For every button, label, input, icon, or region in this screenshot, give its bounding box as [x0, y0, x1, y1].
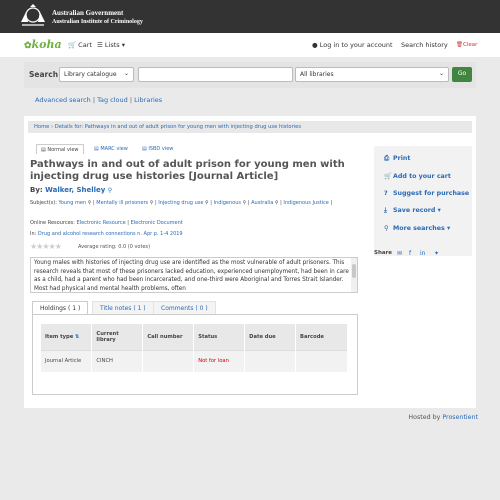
advanced-search-link[interactable]: Advanced search: [35, 96, 91, 104]
document-icon: ▤: [41, 147, 46, 153]
actions-sidebar: [374, 146, 472, 256]
search-icon[interactable]: ⚲: [107, 187, 113, 194]
normal-view-tab[interactable]: ▤ Normal view: [36, 144, 84, 154]
library-select[interactable]: All libraries ⌄: [295, 67, 449, 82]
tab-comments[interactable]: Comments ( 0 ): [153, 301, 216, 315]
subject-link[interactable]: Injecting drug use: [158, 200, 204, 206]
subject-link[interactable]: Mentally ill prisoners: [96, 200, 149, 206]
electronic-resource-link[interactable]: Electronic Resource: [76, 220, 126, 226]
column-header[interactable]: Item type ⇅: [41, 324, 92, 350]
breadcrumb-home[interactable]: Home: [34, 124, 50, 130]
twitter-icon[interactable]: ✦: [434, 250, 440, 257]
search-bar: [24, 62, 476, 88]
coat-of-arms-icon: [18, 4, 48, 28]
hosted-by-label: Hosted by: [408, 414, 441, 421]
table-row: [41, 350, 348, 372]
search-input[interactable]: [138, 67, 293, 82]
trash-icon: 🗑: [456, 42, 463, 48]
chevron-down-icon: ▾: [121, 41, 125, 49]
gov-line-2: Australian Institute of Criminology: [52, 19, 143, 25]
scrollbar-thumb[interactable]: [352, 264, 356, 278]
login-link[interactable]: [312, 41, 393, 49]
gov-banner: [0, 0, 500, 33]
chevron-down-icon: ⌄: [123, 70, 129, 77]
subjects-line: Subject(s): Young men ⚲ | Mentally ill prisoners ⚲ | Injecting drug use ⚲ | Indigenous ⚲ | Australia ⚲ | Indigenous Justice |: [30, 200, 333, 206]
tag-cloud-link[interactable]: Tag cloud: [97, 96, 128, 104]
in-line: In: Drug and alcohol research connections n. Apr p. 1-4 2019: [30, 231, 183, 237]
cart-label: Cart: [78, 41, 92, 49]
author-link[interactable]: Walker, Shelley: [45, 186, 106, 194]
cart-icon: 🛒: [68, 41, 77, 49]
column-header[interactable]: Status: [194, 324, 245, 350]
breadcrumb: Home › Details for: Pathways in and out of adult prison for young men with injecting drug use histories: [28, 121, 472, 133]
suggest-purchase-button[interactable]: ? Suggest for purchase: [384, 190, 470, 197]
host-link[interactable]: Prosentient: [442, 414, 478, 421]
top-navbar: [0, 33, 500, 57]
call-number-cell: [143, 350, 194, 372]
subject-link[interactable]: Australia: [251, 200, 274, 206]
holdings-table: [41, 324, 348, 372]
question-icon: ?: [384, 190, 388, 197]
online-resources-line: Online Resources: Electronic Resource | Electronic Document: [30, 220, 183, 226]
cart-link[interactable]: [68, 41, 92, 49]
subject-link[interactable]: Young men: [58, 200, 87, 206]
barcode-cell: [296, 350, 348, 372]
print-button[interactable]: ⎙ Print: [384, 155, 411, 162]
email-icon[interactable]: ✉: [397, 250, 403, 257]
host-item-link[interactable]: Drug and alcohol research connections n. Apr p. 1-4 2019: [37, 231, 183, 237]
facebook-icon[interactable]: f: [409, 250, 412, 257]
search-history-link[interactable]: Search history: [401, 41, 448, 49]
search-icon: ⚲: [384, 225, 389, 232]
record-title: Pathways in and out of adult prison for young men with injecting drug use histories [Journal Article]: [30, 159, 345, 182]
login-label: Log in to your account: [319, 41, 393, 49]
subject-link[interactable]: Indigenous Justice: [283, 200, 329, 206]
catalogue-select[interactable]: Library catalogue ⌄: [59, 67, 134, 82]
linkedin-icon[interactable]: in: [420, 250, 426, 257]
list-icon: ☰: [97, 41, 103, 49]
tab-title-notes[interactable]: Title notes ( 1 ): [92, 301, 154, 315]
lists-menu[interactable]: [97, 41, 125, 49]
breadcrumb-details[interactable]: Details for: Pathways in and out of adult prison for young men with injecting drug use histories: [54, 124, 302, 130]
footer: [408, 414, 478, 421]
abstract-text: Young males with histories of injecting drug use are identified as the most vulnerable of adult prisoners. This research reveals that most of these prisoners lacked education, experienced unemployment, had been in care as a child, had a parent who had been incarcerated, and one-third were Aboriginal and Torres Strait Islander. Most had physical and mental health problems, often: [30, 257, 358, 293]
gov-line-1: Australian Government: [52, 9, 124, 17]
secondary-links: Advanced search | Tag cloud | Libraries: [35, 96, 163, 104]
average-rating: Average rating: 0.0 (0 votes): [78, 244, 151, 250]
libraries-link[interactable]: Libraries: [134, 96, 163, 104]
list-icon: ▤: [94, 146, 99, 152]
go-button[interactable]: Go: [452, 67, 472, 82]
column-header[interactable]: Barcode: [296, 324, 348, 350]
status-cell: Not for loan: [194, 350, 245, 372]
lists-label: Lists: [104, 41, 120, 49]
more-searches-menu[interactable]: ⚲ More searches ▾: [384, 225, 451, 232]
share-label: Share: [374, 250, 393, 256]
save-record-menu[interactable]: ⤓ Save record ▾: [384, 207, 441, 214]
abstract-scrollbar[interactable]: [351, 258, 357, 292]
isbd-view-tab[interactable]: ▤ ISBD view: [142, 146, 174, 152]
record-detail-panel: [24, 116, 476, 408]
print-icon: ⎙: [384, 155, 390, 162]
user-icon: ●: [312, 41, 318, 49]
cart-icon: 🛒: [384, 173, 392, 180]
sort-icon: ⇅: [75, 333, 80, 340]
clear-history-link[interactable]: 🗑Clear: [456, 42, 478, 48]
koha-logo[interactable]: ✿koha: [24, 38, 62, 51]
subject-link[interactable]: Indigenous: [213, 200, 242, 206]
rating-stars[interactable]: ★★★★★: [30, 242, 61, 251]
tab-holdings[interactable]: Holdings ( 1 ): [32, 301, 88, 315]
column-header[interactable]: Call number: [143, 324, 194, 350]
chevron-down-icon: ⌄: [438, 70, 444, 77]
list-icon: ▤: [142, 146, 147, 152]
column-header[interactable]: Date due: [245, 324, 296, 350]
download-icon: ⤓: [384, 207, 387, 214]
column-header[interactable]: Current library: [92, 324, 143, 350]
date-due-cell: [245, 350, 296, 372]
author-line: By: Walker, Shelley ⚲: [30, 186, 113, 194]
search-label: Search: [29, 70, 59, 79]
item-type-cell: Journal Article: [41, 350, 92, 372]
holdings-panel: [32, 314, 358, 395]
chevron-down-icon: ▾: [446, 225, 451, 232]
library-cell: CINCH: [92, 350, 143, 372]
chevron-down-icon: ▾: [437, 207, 441, 214]
electronic-document-link[interactable]: Electronic Document: [130, 220, 183, 226]
add-to-cart-button[interactable]: 🛒Add to your cart: [384, 173, 451, 180]
marc-view-tab[interactable]: ▤ MARC view: [94, 146, 128, 152]
